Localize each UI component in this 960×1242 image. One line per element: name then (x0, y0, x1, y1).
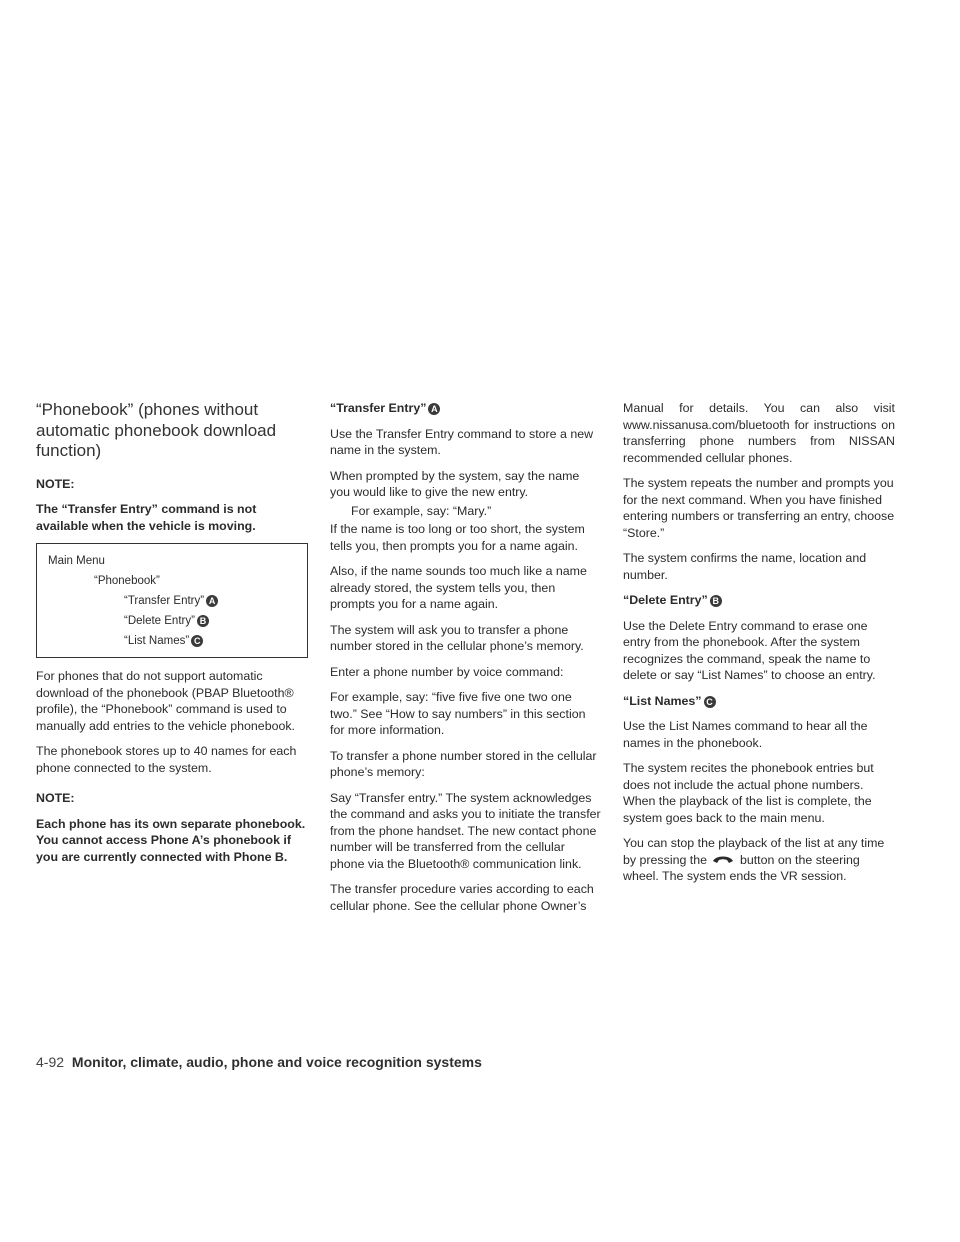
phone-hangup-icon (712, 852, 734, 869)
paragraph: The system recites the phonebook entries but does not include the actual phone numbers. When the playback of the list is complete, the system goes back to the main menu. (623, 761, 874, 825)
page-footer (36, 1054, 482, 1070)
paragraph: If the name is too long or too short, the system tells you, then prompts you for a name again. (330, 522, 585, 553)
inline-text: You can stop the playback of the list at any time by pressing the (623, 836, 885, 867)
callout-c-icon: C (191, 635, 203, 647)
paragraph: To transfer a phone number stored in the cellular phone’s memory: (330, 748, 597, 779)
paragraph: Manual for details. You can also visit www.nissanusa.com/bluetooth for instructions on transferring phone numbers from NISSAN recommended cellular phones. (623, 401, 895, 465)
section-title: Monitor, climate, audio, phone and voice recognition systems (71, 1054, 482, 1070)
callout-b-icon: B (197, 615, 209, 627)
menu-tree-box (36, 543, 308, 658)
callout-c-icon: C (704, 696, 716, 708)
paragraph: For example, say: “five five five one two one two.” See “How to say numbers” in this section for more information. (330, 690, 586, 737)
heading-text: “List Names” (623, 693, 702, 708)
page-number: 4-92 (36, 1054, 65, 1070)
note-label: NOTE: (36, 791, 75, 805)
paragraph: Enter a phone number by voice command: (330, 664, 564, 679)
paragraph: The transfer procedure varies according to each cellular phone. See the cellular phone Owner’s (330, 882, 594, 913)
column-1 (36, 400, 308, 874)
paragraph (623, 835, 895, 885)
paragraph: Also, if the name sounds too much like a name already stored, the system tells you, then prompts you for a name again. (330, 564, 587, 611)
paragraph: When prompted by the system, say the name you would like to give the new entry. (330, 468, 580, 499)
menu-item-label: “Transfer Entry” (124, 595, 205, 607)
paragraph: Use the Delete Entry command to erase one entry from the phonebook. After the system recognizes the command, speak the name to delete or say “List Names” to choose an entry. (623, 618, 876, 682)
paragraph: The system confirms the name, location and number. (623, 551, 867, 582)
menu-item-transfer-entry (48, 591, 297, 611)
heading-text: “Delete Entry” (623, 593, 708, 607)
note-label: NOTE: (36, 476, 75, 491)
menu-root: Main Menu (48, 555, 105, 567)
note-text: The “Transfer Entry” command is not available when the vehicle is moving. (36, 502, 257, 533)
transfer-entry-heading (330, 400, 602, 417)
menu-item-label: “List Names” (124, 635, 190, 647)
callout-a-icon: A (428, 403, 440, 415)
column-2 (330, 400, 602, 923)
paragraph: Say “Transfer entry.” The system acknowledges the command and asks you to initiate the transfer from the phone handset. The new contact phone number will be transferred from the cellular phone via the Bluetooth® communication link. (330, 790, 601, 871)
menu-item-list-names (48, 631, 297, 651)
heading-text: “Transfer Entry” (330, 401, 427, 415)
section-heading: “Phonebook” (phones without automatic phonebook download function) (36, 400, 277, 460)
callout-b-icon: B (710, 595, 722, 607)
callout-a-icon: A (206, 595, 218, 607)
menu-item-label: “Delete Entry” (124, 615, 195, 627)
paragraph: The system repeats the number and prompts you for the next command. When you have finished entering numbers or transferring an entry, choose “Store.” (623, 476, 895, 540)
list-names-heading (623, 693, 895, 710)
menu-item-delete-entry (48, 611, 297, 631)
paragraph: The system will ask you to transfer a phone number stored in the cellular phone’s memory. (330, 622, 584, 653)
paragraph: The phonebook stores up to 40 names for each phone connected to the system. (36, 744, 297, 775)
column-3 (623, 400, 895, 894)
delete-entry-heading (623, 592, 895, 609)
inline-text: button on the steering wheel. The system ends the VR session. (623, 852, 860, 884)
paragraph: Use the List Names command to hear all the names in the phonebook. (623, 719, 868, 750)
menu-level1: “Phonebook” (94, 575, 160, 587)
note-text: Each phone has its own separate phonebook. You cannot access Phone A’s phonebook if you are currently connected with Phone B. (36, 816, 306, 864)
paragraph: Use the Transfer Entry command to store a new name in the system. (330, 426, 594, 457)
example-text: For example, say: “Mary.” (351, 503, 492, 518)
paragraph: For phones that do not support automatic download of the phonebook (PBAP Bluetooth® profile), the “Phonebook” command is used to manually add entries to the vehicle phonebook. (36, 669, 295, 733)
